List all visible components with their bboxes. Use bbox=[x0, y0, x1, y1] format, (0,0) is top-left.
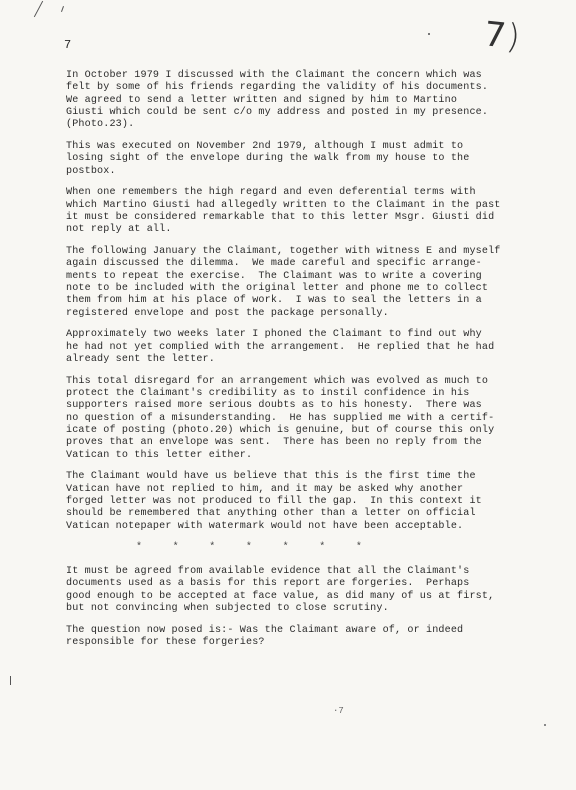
page-number: 7 bbox=[64, 38, 72, 52]
pen-mark bbox=[61, 6, 64, 12]
paragraph-question-posed: The question now posed is:- Was the Claimant aware of, or indeed responsible for these forgeries? bbox=[66, 624, 464, 649]
handwritten-page-number bbox=[482, 14, 522, 58]
paragraph-letter-october-1979: In October 1979 I discussed with the Claimant the concern which was felt by some of his friends regarding the validity of his documents. We agreed to send a letter written and signed by him to Martino Giusti which could be sent c/o my address and posted in my presence. (Photo.23). bbox=[66, 70, 489, 131]
separator-asterisk: * bbox=[172, 541, 179, 553]
handwritten-paren: ) bbox=[504, 16, 522, 58]
speck-mark bbox=[428, 33, 430, 35]
separator-asterisk: * bbox=[136, 541, 143, 553]
paragraph-executed-november: This was executed on November 2nd 1979, although I must admit to losing sight of the envelope during the walk from my house to the postbox. bbox=[66, 140, 470, 177]
handwritten-number-text: 7 bbox=[482, 14, 508, 57]
document-body bbox=[66, 70, 536, 659]
footer-mark: ·7 bbox=[333, 706, 344, 716]
paragraph-following-january: The following January the Claimant, together with witness E and myself again discussed the dilemma. We made careful and specific arrange- ments to repeat the exercise. The Claimant was to write a covering note to be included with the original letter and phone me to collect them from him at his place of work. I was to seal the letters in a registered envelope and post the package personally. bbox=[66, 246, 501, 319]
separator-asterisk: * bbox=[245, 541, 253, 553]
separator-asterisk: * bbox=[319, 541, 326, 553]
paragraph-forged-letter: The Claimant would have us believe that this is the first time the Vatican have not replied to him, and it may be asked why another forged letter was not produced to fill the gap. In this context it should be remembered that anything other than a letter on official Vatican notepaper with watermark would not have been acceptable. bbox=[66, 471, 482, 532]
paragraph-two-weeks-later: Approximately two weeks later I phoned the Claimant to find out why he had not yet complied with the arrangement. He replied that he had already sent the letter. bbox=[66, 329, 495, 365]
pen-mark bbox=[10, 676, 11, 685]
separator-asterisk: * bbox=[355, 541, 362, 553]
separator-asterisk: * bbox=[282, 541, 289, 553]
speck-mark bbox=[544, 724, 546, 726]
separator-asterisk: * bbox=[209, 541, 216, 553]
paragraph-no-reply: When one remembers the high regard and even deferential terms with which Martino Giusti had allegedly written to the Claimant in the past it must be considered remarkable that to this letter Msgr. Giusti did not reply at all. bbox=[66, 187, 501, 236]
section-separator bbox=[136, 542, 362, 554]
paragraph-conclusion-forgeries: It must be agreed from available evidence that all the Claimant's documents used as a basis for this report are forgeries. Perhaps good enough to be accepted at face value, as did many of us at first, but not convincing when subjected to close scrutiny. bbox=[66, 566, 495, 614]
pen-mark bbox=[34, 1, 43, 17]
paragraph-total-disregard: This total disregard for an arrangement which was evolved as much to protect the Claimant's credibility as to instil confidence in his supporters raised more serious doubts as to his honesty. There was no question of a misunderstanding. He has supplied me with a certif- icate of posting (photo.20) which is genuine, but of course this only proves that an envelope was sent. There has been no reply from the Vatican to this letter either. bbox=[66, 375, 495, 461]
